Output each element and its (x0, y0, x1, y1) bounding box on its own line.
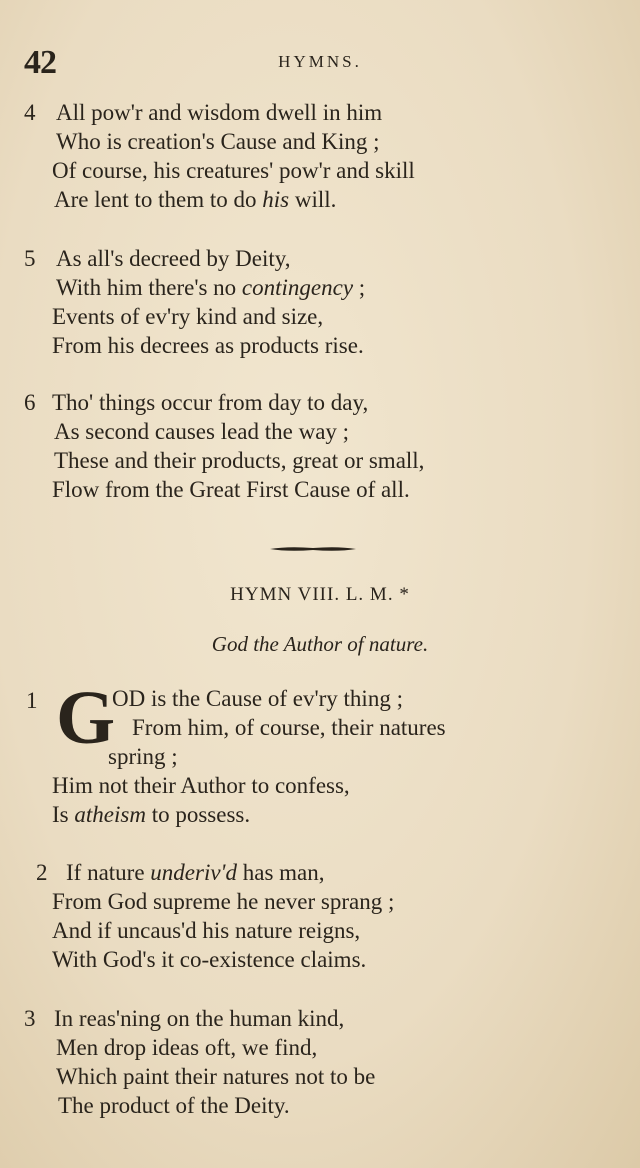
stanza-6 (0, 388, 640, 504)
line-text: With God's it co-existence claims. (52, 947, 367, 972)
stanza-5 (0, 244, 640, 360)
stanza-line (0, 713, 640, 742)
stanza-line (0, 916, 640, 945)
stanza-line (0, 1091, 640, 1120)
running-head: HYMNS. (278, 52, 362, 71)
page-number: 42 (24, 44, 56, 81)
line-text: The product of the Deity. (58, 1093, 290, 1118)
stanza-line (0, 331, 640, 360)
verse-number: 5 (24, 246, 36, 271)
line-text: From God supreme he never sprang ; (52, 889, 395, 914)
italic-word: contingency (241, 275, 354, 300)
line-text: These and their products, great or small, (54, 448, 425, 473)
line-text: Are lent to them to do his will. (54, 187, 337, 212)
stanza-line (0, 302, 640, 331)
verse-number: 1 (26, 688, 38, 713)
stanza-line (0, 185, 640, 214)
hymn-stanza-3 (0, 1004, 640, 1120)
stanza-line (0, 273, 640, 302)
stanza-line (0, 475, 640, 504)
stanza-line (0, 244, 640, 273)
ornament-divider (268, 544, 358, 554)
line-text: Him not their Author to confess, (52, 773, 350, 798)
stanza-line (0, 1062, 640, 1091)
stanza-line (0, 945, 640, 974)
line-text: As all's decreed by Deity, (56, 246, 291, 271)
verse-number: 6 (24, 390, 36, 415)
stanza-line (0, 417, 640, 446)
stanza-line (0, 156, 640, 185)
verse-number: 2 (36, 860, 48, 885)
stanza-line (0, 684, 640, 713)
line-text: And if uncaus'd his nature reigns, (52, 918, 361, 943)
hymn-subtitle: God the Author of nature. (211, 632, 429, 656)
italic-word: his (262, 187, 290, 212)
stanza-line (0, 1004, 640, 1033)
line-text: From his decrees as products rise. (52, 333, 364, 358)
stanza-line (0, 887, 640, 916)
line-text: If nature underiv'd has man, (66, 860, 325, 885)
stanza-line (0, 98, 640, 127)
drop-cap: G (56, 676, 116, 760)
line-text: Tho' things occur from day to day, (52, 390, 369, 415)
stanza-line (0, 858, 640, 887)
line-text: Events of ev'ry kind and size, (52, 304, 324, 329)
stanza-line (0, 800, 640, 829)
hymn-stanza-1 (0, 684, 640, 829)
line-text: spring ; (108, 744, 178, 769)
stanza-line (0, 446, 640, 475)
line-text: Is atheism to possess. (52, 802, 251, 827)
stanza-4 (0, 98, 640, 214)
stanza-line (0, 127, 640, 156)
line-text: All pow'r and wisdom dwell in him (56, 100, 383, 125)
line-text: Of course, his creatures' pow'r and skill (52, 158, 415, 183)
line-text: With him there's no contingency ; (56, 275, 366, 300)
hymn-stanza-2 (0, 858, 640, 974)
line-text: OD is the Cause of ev'ry thing ; (112, 686, 403, 711)
italic-word: atheism (74, 802, 146, 827)
stanza-line (0, 388, 640, 417)
line-text: Men drop ideas oft, we find, (56, 1035, 318, 1060)
stanza-line (0, 742, 640, 771)
italic-word: underiv'd (150, 860, 237, 885)
line-text: As second causes lead the way ; (54, 419, 350, 444)
verse-number: 3 (24, 1006, 36, 1031)
line-text: Which paint their natures not to be (56, 1064, 376, 1089)
verse-number: 4 (24, 100, 36, 125)
line-text: Who is creation's Cause and King ; (56, 129, 380, 154)
hymn-title: HYMN VIII. L. M. * (230, 584, 410, 605)
stanza-line (0, 771, 640, 800)
line-text: In reas'ning on the human kind, (54, 1006, 345, 1031)
stanza-line (0, 1033, 640, 1062)
line-text: From him, of course, their natures (132, 715, 446, 740)
line-text: Flow from the Great First Cause of all. (52, 477, 410, 502)
page-header (0, 44, 640, 80)
